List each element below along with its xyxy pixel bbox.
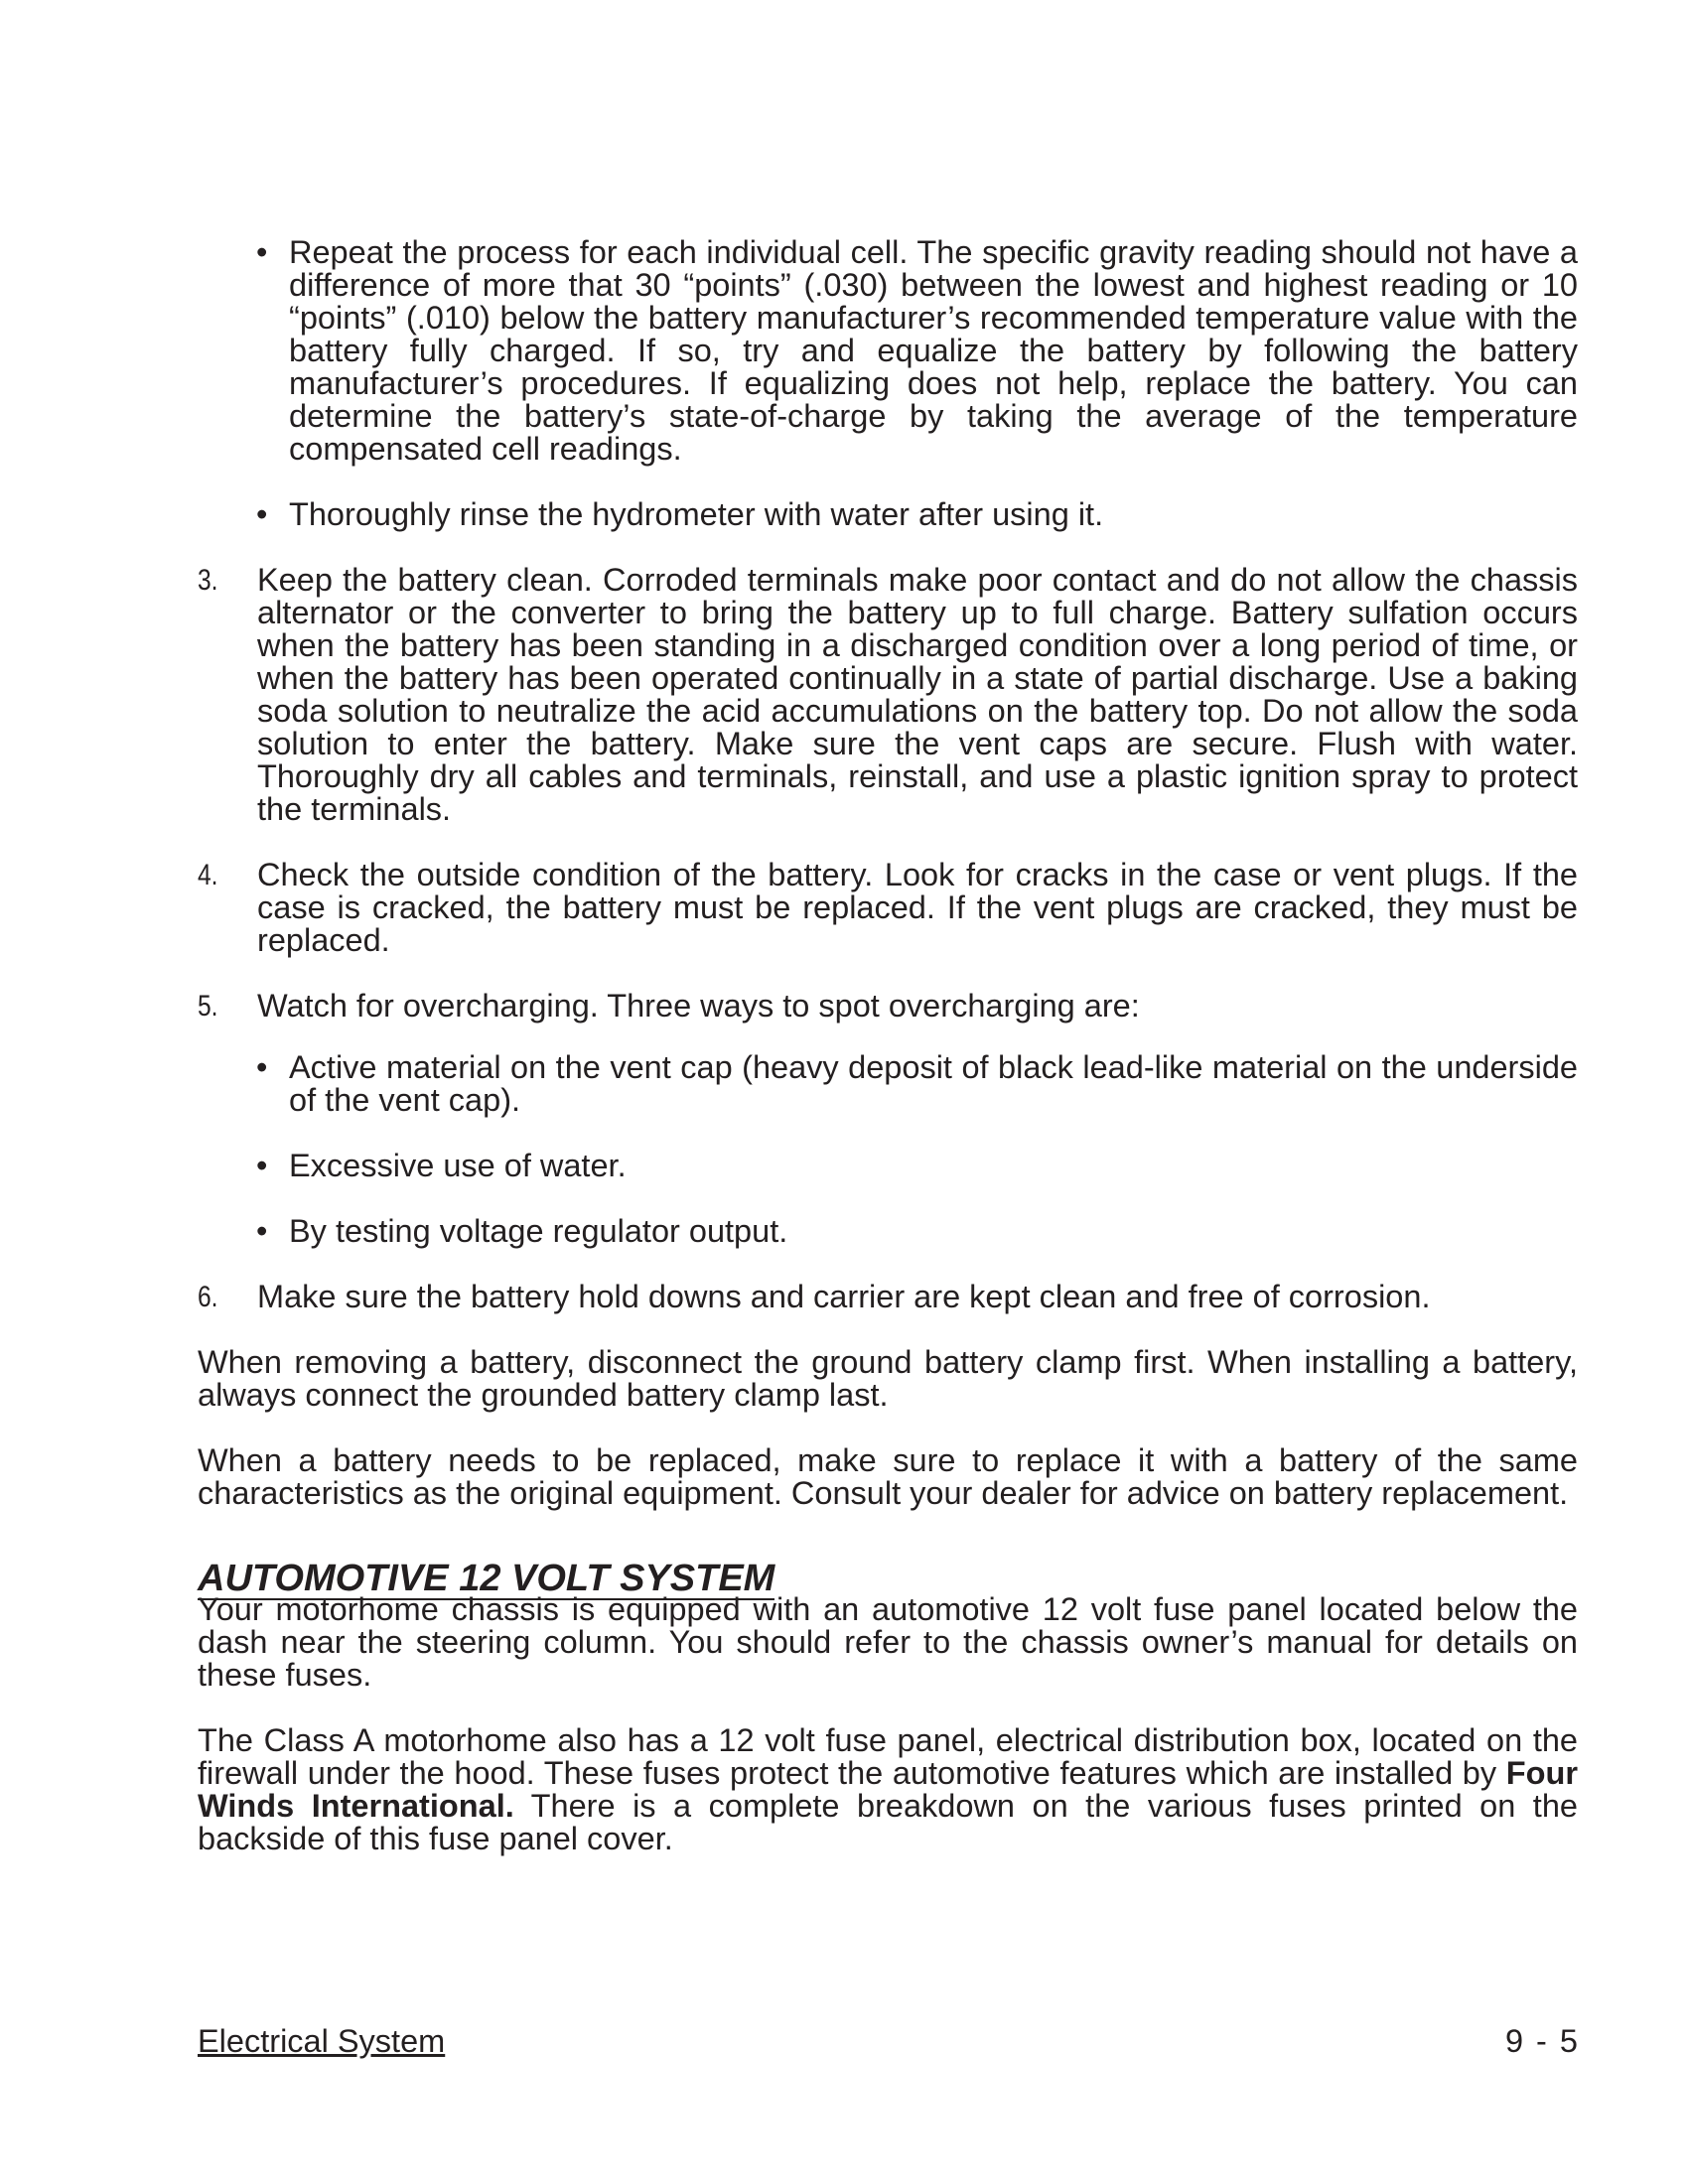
bullet-rinse-hydrometer: [198, 498, 1578, 531]
bullet-active-material: [198, 1051, 1578, 1117]
list-number: 5.: [198, 990, 218, 1023]
bullet-text: Repeat the process for each individual cell. The specific gravity reading should not have a difference of more that 30 “points” (.030) between the lowest and highest reading or 10 “points” (.010) below the battery manufacturer’s recommended temperature value with the battery fully charged. If so, try and equalize the battery by following the battery manufacturer’s procedures. If equalizing does not help, replace the battery. You can determine the battery’s state-of-charge by taking the average of the temperature compensated cell readings.: [289, 234, 1578, 467]
list-item-4: [198, 859, 1578, 957]
list-text: Keep the battery clean. Corroded terminals make poor contact and do not allow the chassis alternator or the converter to bring the battery up to full charge. Battery sulfation occurs when the battery has been standing in a discharged condition over a long period of time, or when the battery has been operated continually in a state of partial discharge. Use a baking soda solution to neutralize the acid accumulations on the battery top. Do not allow the soda solution to enter the battery. Make sure the vent caps are secure. Flush with water. Thoroughly dry all cables and terminals, reinstall, and use a plastic ignition spray to protect the terminals.: [257, 562, 1578, 827]
list-item-6: [198, 1281, 1578, 1313]
page-body: [198, 236, 1578, 1855]
bullet-testing-regulator: [198, 1215, 1578, 1248]
company-name: Four Winds International.: [198, 1755, 1578, 1824]
bullet-dot: •: [256, 1213, 268, 1249]
bullet-dot: •: [256, 496, 268, 532]
bullet-text: Thoroughly rinse the hydrometer with water after using it.: [289, 496, 1104, 532]
paragraph-text-end: There is a complete breakdown on the various fuses printed on the backside of this fuse panel cover.: [198, 1788, 1578, 1856]
list-item-5: [198, 990, 1578, 1023]
list-text: Check the outside condition of the battery. Look for cracks in the case or vent plugs. If the case is cracked, the battery must be replaced. If the vent plugs are cracked, they must be replaced.: [257, 857, 1578, 958]
bullet-dot: •: [256, 1049, 268, 1085]
list-number: 6.: [198, 1281, 218, 1313]
paragraph-battery-replacement: When a battery needs to be replaced, make sure to replace it with a battery of the same characteristics as the original equipment. Consult your dealer for advice on battery replacement.: [198, 1442, 1578, 1511]
bullet-text: By testing voltage regulator output.: [289, 1213, 788, 1249]
list-text: Watch for overcharging. Three ways to spot overcharging are:: [257, 988, 1140, 1024]
list-text: Make sure the battery hold downs and carrier are kept clean and free of corrosion.: [257, 1279, 1431, 1314]
bullet-text: Active material on the vent cap (heavy deposit of black lead-like material on the underside of the vent cap).: [289, 1049, 1578, 1118]
paragraph-text-start: The Class A motorhome also has a 12 volt fuse panel, electrical distribution box, located on the firewall under the hood. These fuses protect the automotive features which are installed by: [198, 1722, 1578, 1791]
paragraph-fuse-panel-chassis: Your motorhome chassis is equipped with an automotive 12 volt fuse panel located below the dash near the steering column. You should refer to the chassis owner’s manual for details on these fuses.: [198, 1591, 1578, 1693]
list-number: 3.: [198, 564, 218, 597]
bullet-excessive-water: [198, 1150, 1578, 1182]
paragraph-fuse-panel-class-a: [198, 1724, 1578, 1855]
bullet-dot: •: [256, 1148, 268, 1183]
list-item-3: [198, 564, 1578, 826]
bullet-repeat-process: [198, 236, 1578, 466]
footer-section-title: Electrical System: [198, 2023, 446, 2059]
paragraph-battery-removal: When removing a battery, disconnect the ground battery clamp first. When installing a battery, always connect the grounded battery clamp last.: [198, 1344, 1578, 1413]
bullet-text: Excessive use of water.: [289, 1148, 627, 1183]
section-heading: AUTOMOTIVE 12 VOLT SYSTEM: [198, 1558, 775, 1599]
footer-page-number: 9 - 5: [1504, 2023, 1578, 2059]
list-number: 4.: [198, 859, 218, 891]
bullet-dot: •: [256, 234, 268, 270]
